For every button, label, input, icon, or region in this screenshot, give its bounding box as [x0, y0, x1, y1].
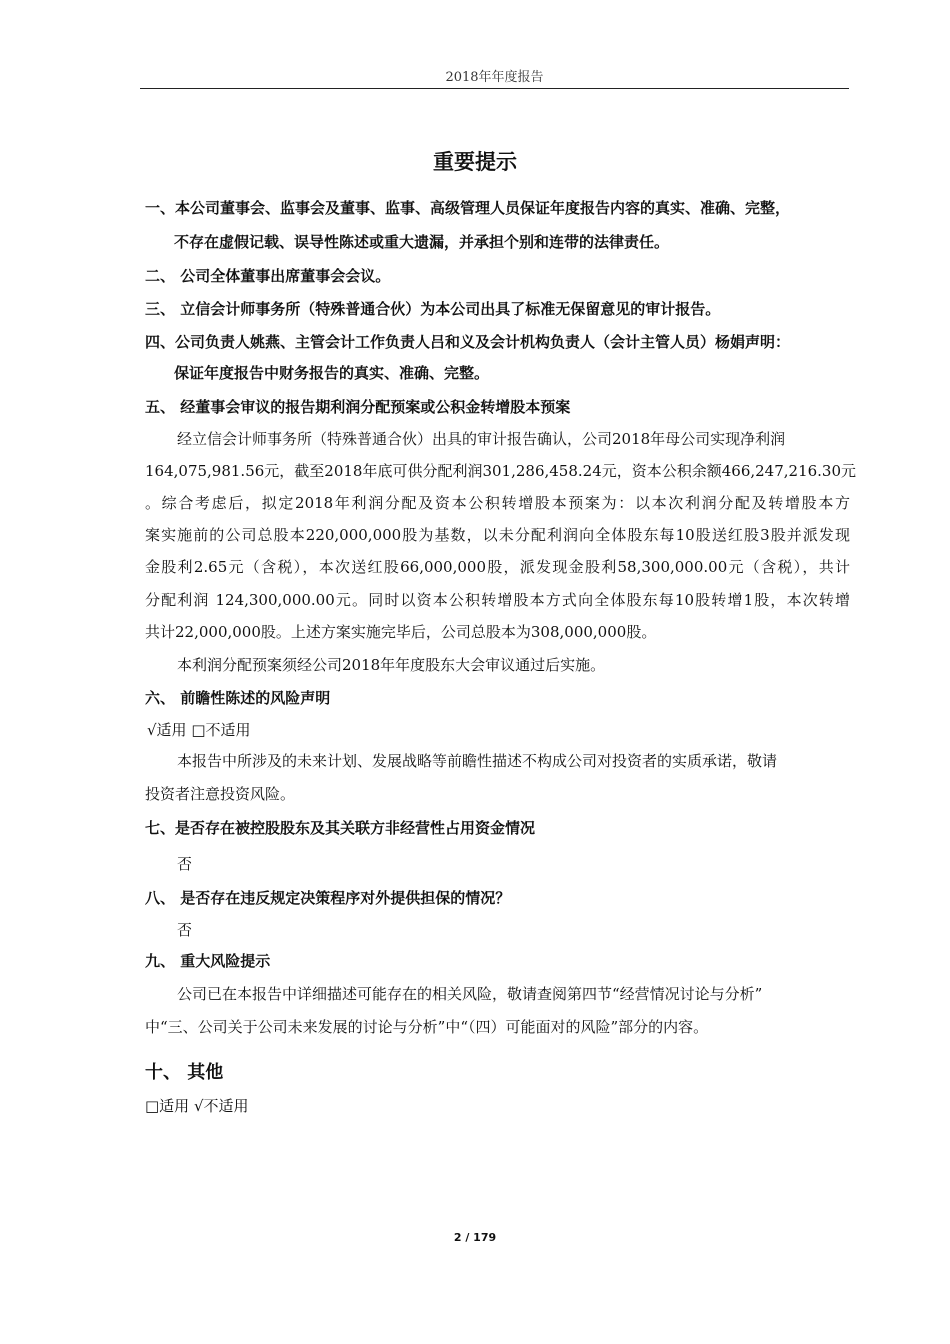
item-6-applicability: √适用 □不适用 — [147, 721, 251, 739]
page-title: 重要提示 — [433, 150, 517, 174]
item-10-heading: 十、 其他 — [145, 1062, 224, 1083]
item-4-line-1: 四、公司负责人姚燕、主管会计工作负责人吕和义及会计机构负责人（会计主管人员）杨娟声明： — [145, 333, 791, 351]
item-9-para-line: 中“三、公司关于公司未来发展的讨论与分析”中“（四）可能面对的风险”部分的内容。 — [145, 1018, 709, 1036]
item-1-line-2: 不存在虚假记载、误导性陈述或重大遗漏，并承担个别和连带的法律责任。 — [174, 233, 670, 251]
item-7-answer: 否 — [177, 855, 193, 873]
item-3: 三、 立信会计师事务所（特殊普通合伙）为本公司出具了标准无保留意见的审计报告。 — [145, 300, 721, 318]
item-5-para-line: 金股利2.65元（含税），本次送红股66,000,000股，派发现金股利58,300,000.00元（含税），共计 — [145, 558, 850, 576]
item-5-para-line: 164,075,981.56元，截至2018年底可供分配利润301,286,458.24元，资本公积余额466,247,216.30元 — [145, 462, 857, 480]
item-2: 二、 公司全体董事出席董事会会议。 — [145, 267, 391, 285]
item-5-note: 本利润分配预案须经公司2018年年度股东大会审议通过后实施。 — [177, 656, 606, 674]
item-7-heading: 七、是否存在被控股股东及其关联方非经营性占用资金情况 — [145, 819, 536, 837]
item-6-heading: 六、 前瞻性陈述的风险声明 — [145, 689, 331, 707]
item-8-answer: 否 — [177, 921, 193, 939]
item-6-para-line: 投资者注意投资风险。 — [145, 785, 296, 803]
item-5-para-line: 经立信会计师事务所（特殊普通合伙）出具的审计报告确认，公司2018年母公司实现净利润 — [177, 430, 786, 448]
header-rule — [140, 88, 849, 89]
item-5-para-line: 分配利润 124,300,000.00元。同时以资本公积转增股本方式向全体股东每10股转增1股，本次转增 — [145, 591, 850, 609]
item-5-para-line: 案实施前的公司总股本220,000,000股为基数，以未分配利润向全体股东每10股送红股3股并派发现 — [145, 526, 850, 544]
item-9-para-line: 公司已在本报告中详细描述可能存在的相关风险，敬请查阅第四节“经营情况讨论与分析” — [177, 985, 763, 1003]
item-10-applicability: □适用 √不适用 — [145, 1097, 249, 1115]
page-number: 2 / 179 — [453, 1231, 497, 1244]
item-5-heading: 五、 经董事会审议的报告期利润分配预案或公积金转增股本预案 — [145, 398, 571, 416]
item-1-line-1: 一、本公司董事会、监事会及董事、监事、高级管理人员保证年度报告内容的真实、准确、完整， — [145, 199, 791, 217]
item-6-para-line: 本报告中所涉及的未来计划、发展战略等前瞻性描述不构成公司对投资者的实质承诺，敬请 — [177, 752, 778, 770]
item-5-para-line: 共计22,000,000股。上述方案实施完毕后，公司总股本为308,000,000股。 — [145, 623, 657, 641]
running-header: 2018年年度报告 — [445, 70, 544, 85]
item-5-para-line: 。综合考虑后，拟定2018年利润分配及资本公积转增股本预案为：以本次利润分配及转增股本方 — [145, 494, 850, 512]
item-9-heading: 九、 重大风险提示 — [145, 952, 271, 970]
item-4-line-2: 保证年度报告中财务报告的真实、准确、完整。 — [174, 364, 490, 382]
item-8-heading: 八、 是否存在违反规定决策程序对外提供担保的情况？ — [145, 889, 511, 907]
